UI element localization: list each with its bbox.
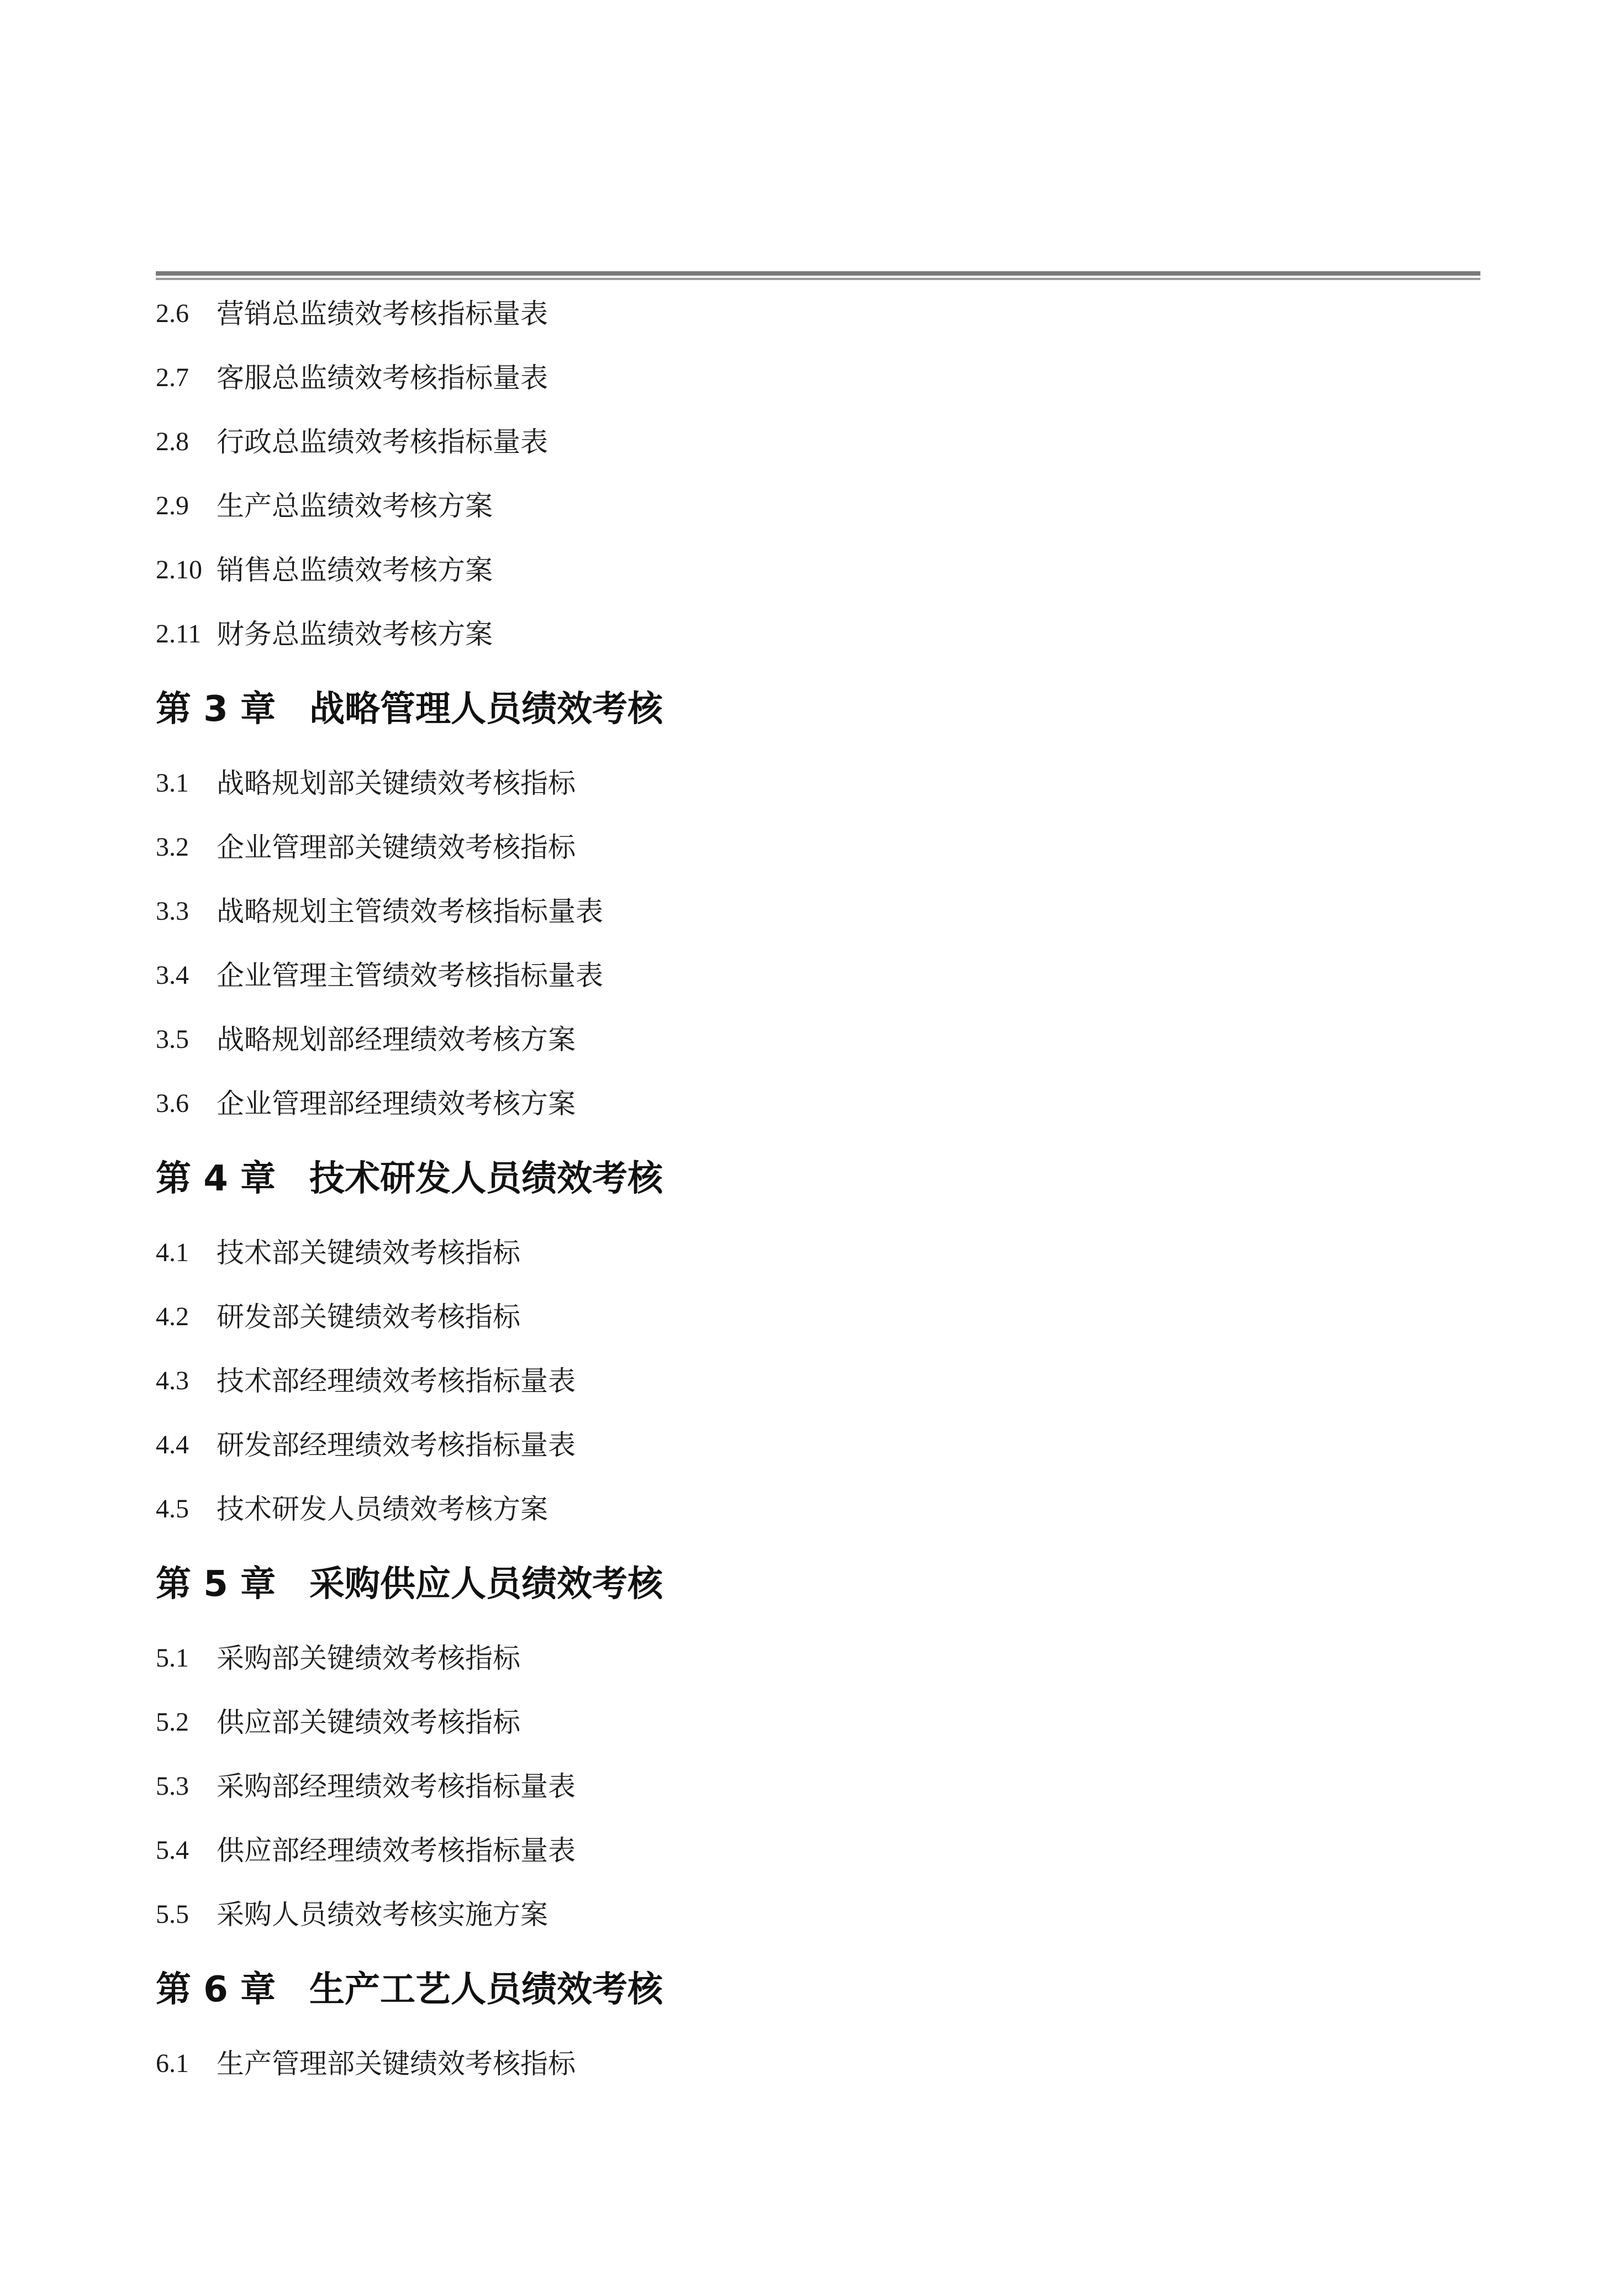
chapter-label: 第 4 章 bbox=[156, 1158, 276, 1199]
toc-entry-number: 5.2 bbox=[156, 1707, 189, 1737]
toc-entry-number: 3.5 bbox=[156, 1025, 189, 1054]
toc-entry-number: 2.8 bbox=[156, 427, 189, 456]
toc-entry-title: 战略规划主管绩效考核指标量表 bbox=[217, 895, 603, 927]
toc-entry-number: 4.5 bbox=[156, 1494, 189, 1523]
toc-entry-number: 2.6 bbox=[156, 299, 189, 328]
toc-entry-title: 研发部关键绩效考核指标 bbox=[217, 1301, 520, 1333]
toc-entry-title: 技术研发人员绩效考核方案 bbox=[217, 1493, 548, 1525]
toc-entry-title: 采购部经理绩效考核指标量表 bbox=[217, 1770, 576, 1802]
toc-entry-number: 6.1 bbox=[156, 2049, 189, 2078]
toc-entry-title: 企业管理部经理绩效考核方案 bbox=[217, 1088, 576, 1120]
toc-entry-number: 3.2 bbox=[156, 832, 189, 862]
toc-entry-title: 供应部关键绩效考核指标 bbox=[217, 1706, 520, 1738]
toc-entry-number: 4.3 bbox=[156, 1366, 189, 1395]
toc-entry-number: 5.1 bbox=[156, 1643, 189, 1673]
toc-entry-number: 4.4 bbox=[156, 1430, 189, 1459]
toc-entry-title: 行政总监绩效考核指标量表 bbox=[217, 426, 548, 458]
toc-entry-number: 5.5 bbox=[156, 1900, 189, 1929]
toc-entry-title: 战略规划部经理绩效考核方案 bbox=[217, 1024, 576, 1056]
toc-entry-title: 技术部经理绩效考核指标量表 bbox=[217, 1365, 576, 1397]
toc-entry-title: 采购部关键绩效考核指标 bbox=[217, 1642, 520, 1674]
chapter-label: 第 5 章 bbox=[156, 1564, 276, 1605]
toc-entry-title: 生产管理部关键绩效考核指标 bbox=[217, 2048, 576, 2080]
toc-entry-title: 研发部经理绩效考核指标量表 bbox=[217, 1429, 576, 1461]
toc-entry-number: 3.1 bbox=[156, 768, 189, 798]
toc-entry-title: 营销总监绩效考核指标量表 bbox=[217, 298, 548, 330]
chapter-title: 采购供应人员绩效考核 bbox=[309, 1564, 663, 1605]
toc-entry-title: 客服总监绩效考核指标量表 bbox=[217, 362, 548, 394]
toc-entry-number: 5.3 bbox=[156, 1772, 189, 1801]
toc-entry-number: 5.4 bbox=[156, 1836, 189, 1865]
chapter-title: 战略管理人员绩效考核 bbox=[309, 689, 663, 730]
chapter-label: 第 6 章 bbox=[156, 1969, 276, 2010]
toc-entry-title: 企业管理主管绩效考核指标量表 bbox=[217, 960, 603, 992]
toc-entry-title: 企业管理部关键绩效考核指标 bbox=[217, 831, 576, 863]
header-rule-thick bbox=[156, 271, 1480, 276]
toc-entry-number: 4.2 bbox=[156, 1302, 189, 1331]
chapter-label: 第 3 章 bbox=[156, 689, 276, 730]
header-rule-thin bbox=[156, 278, 1480, 280]
toc-entry-number: 3.6 bbox=[156, 1089, 189, 1118]
toc-entry-number: 4.1 bbox=[156, 1238, 189, 1267]
toc-entry-title: 战略规划部关键绩效考核指标 bbox=[217, 767, 576, 799]
chapter-title: 生产工艺人员绩效考核 bbox=[309, 1969, 663, 2010]
toc-entry-number: 2.7 bbox=[156, 363, 189, 392]
toc-entry-number: 3.4 bbox=[156, 961, 189, 990]
toc-entry-number: 2.9 bbox=[156, 491, 189, 520]
toc-entry-number: 2.11 bbox=[156, 619, 202, 649]
toc-entry-number: 3.3 bbox=[156, 897, 189, 926]
toc-entry-title: 采购人员绩效考核实施方案 bbox=[217, 1899, 548, 1931]
toc-entry-title: 生产总监绩效考核方案 bbox=[217, 490, 493, 522]
toc-entry-title: 技术部关键绩效考核指标 bbox=[217, 1237, 520, 1269]
toc-entry-title: 销售总监绩效考核方案 bbox=[217, 554, 493, 586]
toc-entry-title: 财务总监绩效考核方案 bbox=[217, 618, 493, 650]
toc-entry-number: 2.10 bbox=[156, 555, 202, 584]
chapter-title: 技术研发人员绩效考核 bbox=[309, 1158, 663, 1199]
toc-entry-title: 供应部经理绩效考核指标量表 bbox=[217, 1834, 576, 1867]
